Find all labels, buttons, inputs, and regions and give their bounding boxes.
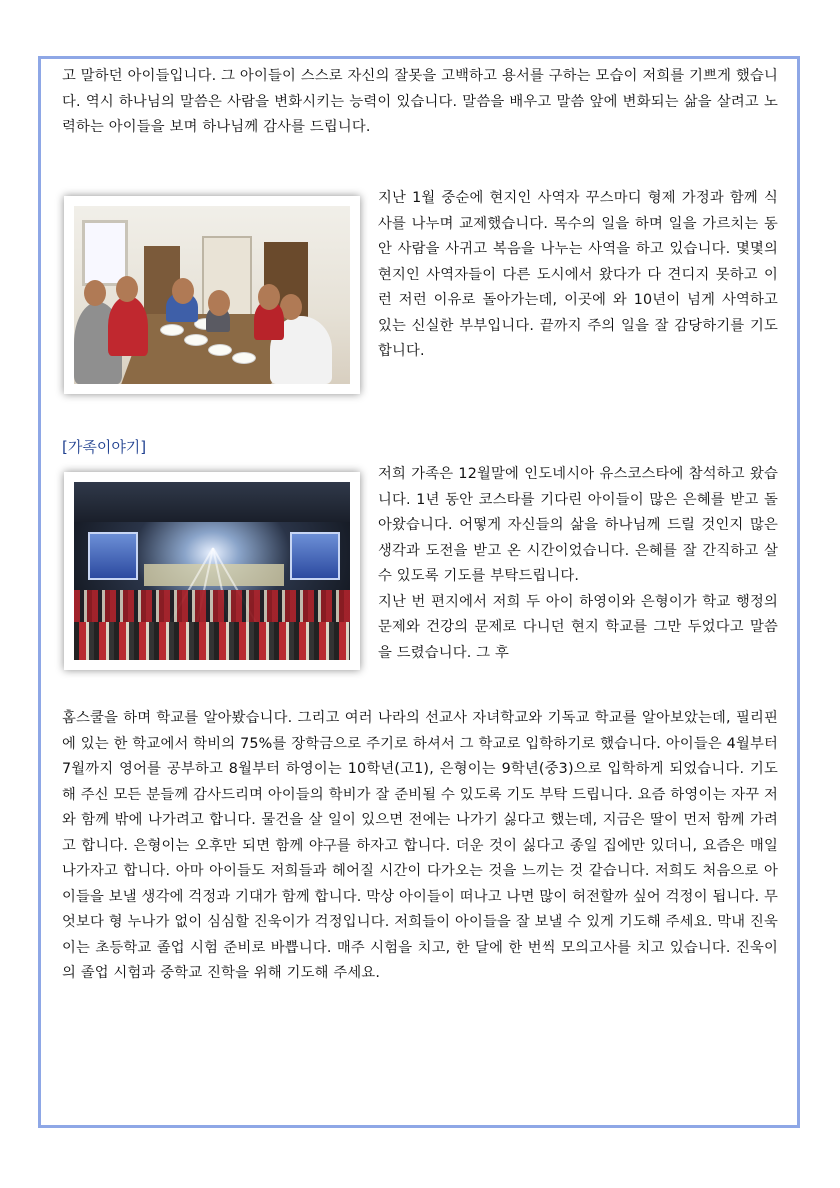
family-meal-photo	[74, 206, 350, 384]
youth-costa-conference-photo	[74, 482, 350, 660]
paragraph-kusmadi	[378, 186, 778, 365]
photo-frame-conference	[64, 472, 360, 670]
paragraph-intro	[62, 64, 778, 141]
section-heading-family-story: [가족이야기]	[62, 438, 147, 456]
photo-frame-meal	[64, 196, 360, 394]
paragraph-youth-costa	[378, 462, 778, 666]
paragraph-text: 홈스쿨을 하며 학교를 알아봤습니다. 그리고 여러 나라의 선교사 자녀학교와 기독교 학교를 알아보았는데, 필리핀에 있는 한 학교에서 학비의 75%를 장학금으로 주기로 하셔서 그 학교로 입학하기로 했습니다. 아이들은 4월부터 7월까지 영어를 공부하고 8월부터 하영이는 10학년(고1), 은형이는 9학년(중3)으로 입학하게 되었습니다. 기도해 주신 모든 분들께 감사드리며 아이들의 학비가 잘 준비될 수 있도록 기도 부탁 드립니다. 요즘 하영이는 자꾸 저와 함께 밖에 나가려고 합니다. 물건을 살 일이 있으면 전에는 나가기 싫다고 했는데, 지금은 딸이 먼저 함께 가려고 합니다. 은형이는 오후만 되면 함께 야구를 하자고 합니다. 더운 것이 싫다고 종일 집에만 있더니, 요즘은 매일 나가자고 합니다. 아마 아이들도 저희들과 헤어질 시간이 다가오는 것을 느끼는 것 같습니다. 저희도 처음으로 아이들을 보낼 생각에 걱정과 기대가 함께 합니다. 막상 아이들이 떠나고 나면 많이 허전할까 싶어 걱정이 됩니다. 무엇보다 형 누나가 없이 심심할 진욱이가 걱정입니다. 저희들이 아이들을 잘 보낼 수 있게 기도해 주세요. 막내 진욱이는 초등학교 졸업 시험 준비로 바쁩니다. 매주 시험을 치고, 한 달에 한 번씩 모의고사를 치고 있습니다. 진욱이의 졸업 시험과 중학교 진학을 위해 기도해 주세요.	[62, 710, 778, 981]
paragraph-homeschool	[62, 706, 778, 987]
paragraph-text: 지난 번 편지에서 저희 두 아이 하영이와 은형이가 학교 행정의 문제와 건강의 문제로 다니던 현지 학교를 그만 두었다고 말씀을 드렸습니다. 그 후	[378, 593, 778, 661]
paragraph-text: 저희 가족은 12월말에 인도네시아 유스코스타에 참석하고 왔습니다. 1년 동안 코스타를 기다린 아이들이 많은 은혜를 받고 돌아왔습니다. 어떻게 자신들의 삶을 하나님께 드릴 것인지 많은 생각과 도전을 받고 온 시간이었습니다. 은혜를 잘 간직하고 살 수 있도록 기도를 부탁드립니다.	[378, 466, 778, 584]
paragraph-text: 지난 1월 중순에 현지인 사역자 꾸스마디 형제 가정과 함께 식사를 나누며 교제했습니다. 목수의 일을 하며 일을 가르치는 동안 사람을 사귀고 복음을 나누는 사역을 하고 있습니다. 몇몇의 현지인 사역자들이 다른 도시에서 왔다가 다 견디지 못하고 이런 저런 이유로 돌아가는데, 이곳에 와 10년이 넘게 사역하고 있는 신실한 부부입니다. 끝까지 주의 일을 잘 감당하기를 기도합니다.	[378, 190, 778, 359]
paragraph-text: 고 말하던 아이들입니다. 그 아이들이 스스로 자신의 잘못을 고백하고 용서를 구하는 모습이 저희를 기쁘게 했습니다. 역시 하나님의 말씀은 사람을 변화시키는 능력이 있습니다. 말씀을 배우고 말씀 앞에 변화되는 삶을 살려고 노력하는 아이들을 보며 하나님께 감사를 드립니다.	[62, 68, 778, 135]
